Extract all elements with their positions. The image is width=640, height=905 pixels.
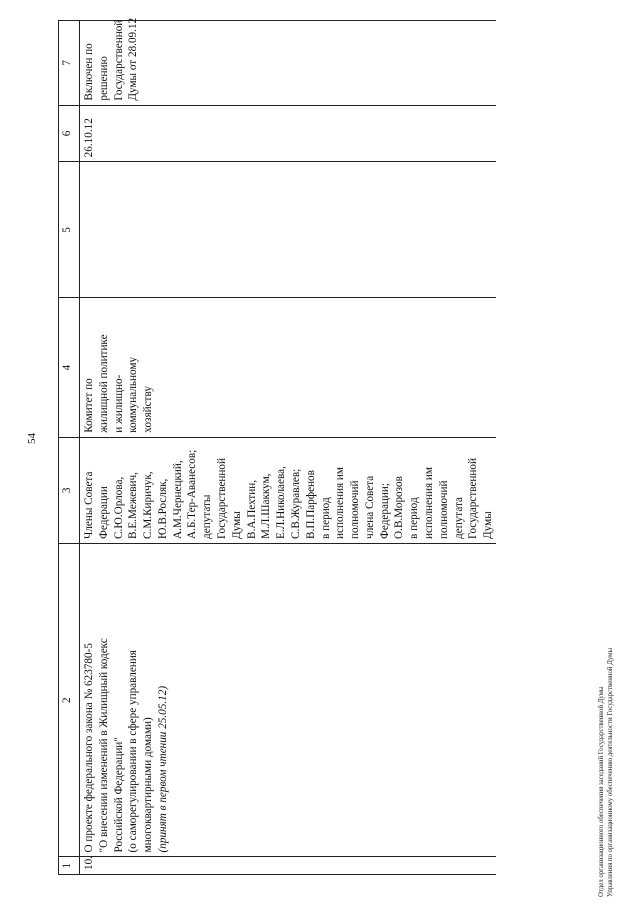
committee-line: Комитет по (83, 378, 95, 433)
author-line: полномочий (437, 480, 450, 539)
status-cell (80, 17, 496, 106)
header-col-6: 6 (59, 105, 80, 162)
author-line: В.П.Парфенов (304, 470, 317, 539)
header-col-3: 3 (59, 437, 80, 543)
bill-title-line: (о саморегулировании в сфере управления (127, 650, 140, 853)
committee-cell (80, 298, 496, 437)
footer-line-1: Отдел организационного обеспечения заседаний Государственной Думы (598, 686, 605, 897)
committee-line: коммунальному (127, 356, 140, 433)
footer (597, 517, 615, 897)
author-line: Е.Л.Николаева, (275, 466, 288, 539)
footer-line-2: Управления по организационному обеспечению деятельности Государственной Думы (607, 647, 615, 897)
status-line: Включен по (83, 43, 95, 101)
author-line: Ю.В.Росляк, (156, 478, 169, 539)
committee-line: хозяйству (142, 386, 155, 433)
bill-title-line: многоквартирными домами) (142, 717, 155, 853)
status-line: Государственной (112, 19, 125, 101)
status-line: решению (97, 56, 110, 101)
status-line: Думы от 28.09.12 (127, 17, 140, 101)
bill-title-line: Российской Федерации" (112, 737, 125, 853)
author-line: полномочий (349, 480, 362, 539)
author-line: депутаты (201, 494, 214, 539)
agenda-table (58, 17, 496, 875)
author-line: Думы (482, 511, 495, 539)
author-line: В.А.Пехтин, (245, 479, 258, 539)
author-line: С.М.Киричук, (142, 471, 155, 539)
header-col-5: 5 (59, 162, 80, 298)
author-line: Государственной (216, 458, 229, 539)
author-line: В.Е.Межевич, (127, 472, 140, 539)
author-line: Федерации; (378, 482, 391, 539)
header-col-4: 4 (59, 298, 80, 437)
author-line: С.Ю.Орлова, (112, 476, 125, 539)
author-line: М.Л.Шаккум, (260, 473, 273, 539)
header-col-7: 7 (59, 21, 80, 106)
author-line: Федерации (97, 486, 110, 539)
authors-cell (80, 437, 496, 543)
author-line: Думы (230, 511, 243, 539)
committee-line: жилищной политике (97, 334, 110, 433)
author-line: О.В.Морозов (393, 476, 406, 539)
author-line: в период (319, 497, 332, 539)
author-line: в период (408, 497, 421, 539)
column-5-cell (80, 162, 496, 298)
committee-line: и жилищно- (112, 374, 125, 433)
bill-title-cell (80, 543, 496, 857)
author-line: Члены Совета (83, 471, 95, 539)
header-col-1: 1 (59, 857, 80, 875)
table-row (80, 21, 496, 875)
first-reading-note: (принят в первом чтении 25.05.12) (156, 685, 169, 853)
header-row (59, 21, 80, 875)
agenda-table-rotated (58, 17, 588, 875)
author-line: С.В.Журавлев; (289, 468, 302, 539)
date-cell: 26.10.12 (80, 105, 496, 162)
bill-title-line: О проекте федерального закона № 623780-5 (83, 643, 95, 853)
page-number: 54 (26, 433, 38, 444)
author-line: исполнения им (422, 467, 435, 539)
header-col-2: 2 (59, 543, 80, 857)
author-line: А.Б.Тер-Аванесов; (186, 449, 199, 539)
author-line: исполнения им (334, 467, 347, 539)
author-line: члена Совета (363, 475, 376, 539)
author-line: А.М.Чернецкий, (171, 460, 184, 539)
row-number: 10. (80, 857, 496, 875)
bill-title-line: "О внесении изменений в Жилищный кодекс (97, 638, 110, 853)
author-line: Государственной (467, 458, 480, 539)
author-line: депутата (452, 497, 465, 539)
